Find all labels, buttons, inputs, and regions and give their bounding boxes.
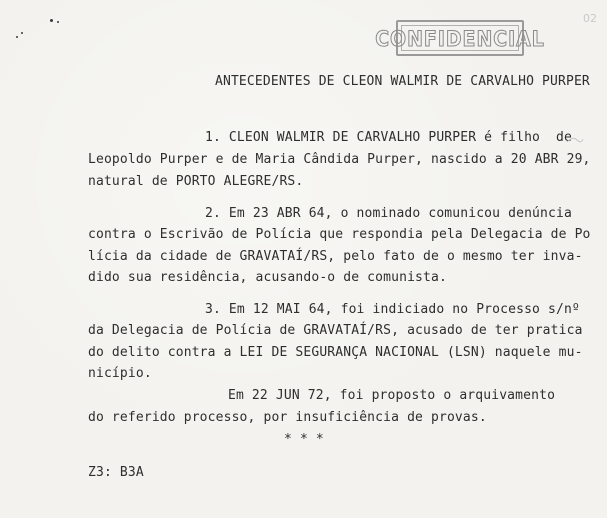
paragraph-4-line-2: do referido processo, por insuficiência de provas. — [88, 410, 487, 425]
paragraph-3-line-1: 3. Em 12 MAI 64, foi indiciado no Processo s/nº — [205, 302, 580, 317]
ink-speck — [57, 21, 59, 23]
footer-code: Z3: B3A — [88, 465, 144, 480]
stamp-text: CONFIDENCIAL — [375, 27, 545, 51]
confidential-stamp — [375, 20, 545, 56]
paragraph-3-line-2: da Delegacia de Polícia de GRAVATAÍ/RS, acusado de ter pratica — [88, 323, 583, 338]
paragraph-1-line-3: natural de PORTO ALEGRE/RS. — [88, 174, 304, 189]
paragraph-2-line-3: lícia da cidade de GRAVATAÍ/RS, pelo fato de o mesmo ter inva- — [88, 249, 583, 264]
paragraph-2-line-2: contra o Escrivão de Polícia que respondia pela Delegacia de Po — [88, 227, 591, 242]
ink-speck — [50, 19, 53, 22]
paragraph-2-line-4: dido sua residência, acusando-o de comunista. — [88, 270, 447, 285]
margin-mark — [565, 134, 585, 146]
document-title: ANTECEDENTES DE CLEON WALMIR DE CARVALHO PURPER — [215, 74, 590, 89]
page-number: 02 — [583, 12, 597, 25]
paragraph-4-line-1: Em 22 JUN 72, foi proposto o arquivamento — [228, 388, 556, 403]
paragraph-3-line-3: do delito contra a LEI DE SEGURANÇA NACIONAL (LSN) naquele mu- — [88, 345, 583, 360]
ink-speck — [16, 36, 18, 38]
ink-speck — [21, 32, 23, 34]
section-separator: * * * — [284, 432, 324, 447]
paragraph-2-line-1: 2. Em 23 ABR 64, o nominado comunicou denúncia — [205, 206, 572, 221]
paragraph-3-line-4: nicípio. — [88, 366, 152, 381]
paragraph-1-line-2: Leopoldo Purper e de Maria Cândida Purper, nascido a 20 ABR 29, — [88, 152, 591, 167]
paragraph-1-line-1: 1. CLEON WALMIR DE CARVALHO PURPER é filho de — [205, 130, 572, 145]
